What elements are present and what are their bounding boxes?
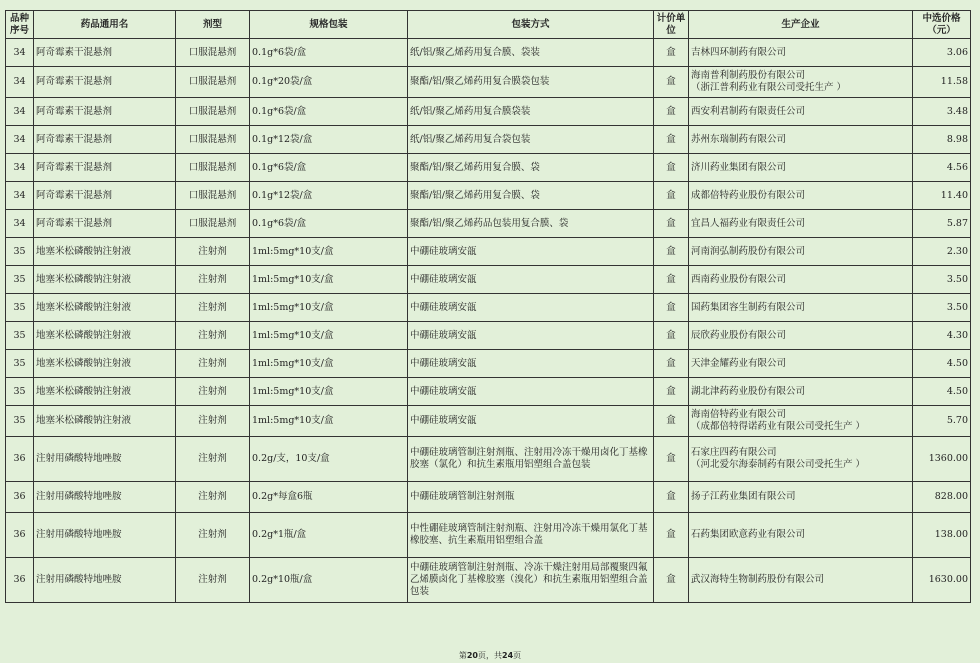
cell-maker: 海南倍特药业有限公司 （成都倍特得诺药业有限公司受托生产 ） — [689, 406, 913, 437]
table-row — [6, 350, 971, 378]
header-unit: 计价单位 — [654, 11, 689, 39]
header-name: 药品通用名 — [34, 11, 176, 39]
cell-maker: 苏州东瑞制药有限公司 — [689, 126, 913, 154]
cell-name: 阿奇霉素干混悬剂 — [34, 182, 176, 210]
cell-spec: 1ml:5mg*10支/盒 — [250, 378, 408, 406]
table-row — [6, 238, 971, 266]
cell-pack: 中性硼硅玻璃管制注射剂瓶、注射用冷冻干燥用氯化丁基橡胶塞、抗生素瓶用铝塑组合盖 — [408, 513, 654, 558]
cell-price: 2.30 — [913, 238, 971, 266]
cell-seq: 34 — [6, 182, 34, 210]
cell-form: 注射剂 — [176, 322, 250, 350]
cell-pack: 中硼硅玻璃安瓿 — [408, 238, 654, 266]
header-seq: 品种序号 — [6, 11, 34, 39]
cell-form: 口服混悬剂 — [176, 67, 250, 98]
cell-maker: 石药集团欧意药业有限公司 — [689, 513, 913, 558]
cell-price: 3.50 — [913, 266, 971, 294]
table-row — [6, 322, 971, 350]
cell-form: 口服混悬剂 — [176, 210, 250, 238]
footer-prefix: 第 — [458, 651, 467, 660]
cell-spec: 1ml:5mg*10支/盒 — [250, 322, 408, 350]
cell-name: 地塞米松磷酸钠注射液 — [34, 350, 176, 378]
cell-seq: 35 — [6, 294, 34, 322]
cell-unit: 盒 — [654, 266, 689, 294]
cell-spec: 0.2g*1瓶/盒 — [250, 513, 408, 558]
cell-unit: 盒 — [654, 350, 689, 378]
cell-maker: 海南普利制药股份有限公司 （浙江普利药业有限公司受托生产 ） — [689, 67, 913, 98]
footer-total-pages: 24 — [502, 651, 514, 660]
cell-seq: 35 — [6, 406, 34, 437]
cell-pack: 中硼硅玻璃安瓿 — [408, 294, 654, 322]
cell-pack: 聚酯/铝/聚乙烯药用复合膜、袋 — [408, 154, 654, 182]
cell-spec: 0.1g*6袋/盒 — [250, 154, 408, 182]
cell-maker: 成都倍特药业股份有限公司 — [689, 182, 913, 210]
cell-spec: 1ml:5mg*10支/盒 — [250, 406, 408, 437]
table-row — [6, 67, 971, 98]
cell-maker: 石家庄四药有限公司 （河北爱尔海泰制药有限公司受托生产 ） — [689, 437, 913, 482]
cell-name: 注射用磷酸特地唑胺 — [34, 482, 176, 513]
cell-unit: 盒 — [654, 210, 689, 238]
cell-maker: 武汉海特生物制药股份有限公司 — [689, 558, 913, 603]
cell-spec: 0.1g*20袋/盒 — [250, 67, 408, 98]
cell-spec: 0.2g*10瓶/盒 — [250, 558, 408, 603]
cell-name: 地塞米松磷酸钠注射液 — [34, 378, 176, 406]
cell-unit: 盒 — [654, 126, 689, 154]
cell-seq: 34 — [6, 210, 34, 238]
cell-form: 注射剂 — [176, 437, 250, 482]
cell-form: 口服混悬剂 — [176, 154, 250, 182]
cell-name: 地塞米松磷酸钠注射液 — [34, 406, 176, 437]
cell-pack: 纸/铝/聚乙烯药用复合膜、袋装 — [408, 39, 654, 67]
drug-price-table — [5, 10, 971, 603]
table-row — [6, 266, 971, 294]
cell-price: 5.70 — [913, 406, 971, 437]
cell-unit: 盒 — [654, 182, 689, 210]
cell-pack: 纸/铝/聚乙烯药用复合膜袋装 — [408, 98, 654, 126]
cell-maker: 天津金耀药业有限公司 — [689, 350, 913, 378]
cell-pack: 中硼硅玻璃管制注射剂瓶、冷冻干燥注射用局部覆聚四氟乙烯膜卤化丁基橡胶塞（溴化）和抗生素瓶用铝塑组合盖包装 — [408, 558, 654, 603]
table-row — [6, 210, 971, 238]
cell-maker: 吉林四环制药有限公司 — [689, 39, 913, 67]
table-row — [6, 558, 971, 603]
cell-price: 11.40 — [913, 182, 971, 210]
header-spec: 规格包装 — [250, 11, 408, 39]
cell-unit: 盒 — [654, 238, 689, 266]
cell-unit: 盒 — [654, 406, 689, 437]
table-row — [6, 126, 971, 154]
cell-seq: 35 — [6, 238, 34, 266]
cell-price: 1630.00 — [913, 558, 971, 603]
cell-price: 4.30 — [913, 322, 971, 350]
header-price: 中选价格（元） — [913, 11, 971, 39]
cell-pack: 中硼硅玻璃安瓿 — [408, 350, 654, 378]
table-row — [6, 39, 971, 67]
cell-unit: 盒 — [654, 98, 689, 126]
page-footer — [0, 650, 980, 661]
table-row — [6, 513, 971, 558]
cell-pack: 纸/铝/聚乙烯药用复合袋包装 — [408, 126, 654, 154]
cell-form: 注射剂 — [176, 294, 250, 322]
cell-price: 138.00 — [913, 513, 971, 558]
header-pack: 包装方式 — [408, 11, 654, 39]
cell-name: 阿奇霉素干混悬剂 — [34, 210, 176, 238]
cell-price: 4.56 — [913, 154, 971, 182]
cell-seq: 36 — [6, 437, 34, 482]
cell-pack: 中硼硅玻璃安瓿 — [408, 322, 654, 350]
cell-form: 注射剂 — [176, 350, 250, 378]
cell-form: 注射剂 — [176, 238, 250, 266]
cell-spec: 0.2g/支，10支/盒 — [250, 437, 408, 482]
cell-maker: 西安利君制药有限责任公司 — [689, 98, 913, 126]
cell-price: 828.00 — [913, 482, 971, 513]
table-row — [6, 482, 971, 513]
cell-spec: 1ml:5mg*10支/盒 — [250, 238, 408, 266]
footer-page-number: 20 — [466, 651, 478, 660]
cell-unit: 盒 — [654, 39, 689, 67]
cell-seq: 34 — [6, 126, 34, 154]
cell-name: 注射用磷酸特地唑胺 — [34, 437, 176, 482]
footer-mid: 页，共 — [478, 651, 502, 660]
header-row — [6, 11, 971, 39]
cell-price: 1360.00 — [913, 437, 971, 482]
cell-name: 地塞米松磷酸钠注射液 — [34, 238, 176, 266]
cell-maker: 济川药业集团有限公司 — [689, 154, 913, 182]
cell-name: 阿奇霉素干混悬剂 — [34, 154, 176, 182]
cell-maker: 湖北津药药业股份有限公司 — [689, 378, 913, 406]
cell-seq: 34 — [6, 39, 34, 67]
cell-maker: 河南润弘制药股份有限公司 — [689, 238, 913, 266]
cell-maker: 扬子江药业集团有限公司 — [689, 482, 913, 513]
cell-spec: 0.1g*6袋/盒 — [250, 210, 408, 238]
cell-maker: 宜昌人福药业有限责任公司 — [689, 210, 913, 238]
cell-unit: 盒 — [654, 558, 689, 603]
cell-unit: 盒 — [654, 294, 689, 322]
cell-name: 地塞米松磷酸钠注射液 — [34, 266, 176, 294]
cell-price: 3.06 — [913, 39, 971, 67]
cell-spec: 1ml:5mg*10支/盒 — [250, 294, 408, 322]
cell-form: 口服混悬剂 — [176, 98, 250, 126]
cell-unit: 盒 — [654, 378, 689, 406]
cell-seq: 35 — [6, 378, 34, 406]
cell-form: 口服混悬剂 — [176, 182, 250, 210]
cell-unit: 盒 — [654, 67, 689, 98]
cell-seq: 36 — [6, 558, 34, 603]
cell-name: 阿奇霉素干混悬剂 — [34, 98, 176, 126]
cell-spec: 0.1g*12袋/盒 — [250, 182, 408, 210]
cell-pack: 聚酯/铝/聚乙烯药品包装用复合膜、袋 — [408, 210, 654, 238]
table-row — [6, 294, 971, 322]
cell-form: 口服混悬剂 — [176, 39, 250, 67]
cell-pack: 中硼硅玻璃安瓿 — [408, 266, 654, 294]
cell-name: 注射用磷酸特地唑胺 — [34, 558, 176, 603]
cell-price: 3.50 — [913, 294, 971, 322]
cell-spec: 0.1g*12袋/盒 — [250, 126, 408, 154]
cell-form: 注射剂 — [176, 482, 250, 513]
cell-unit: 盒 — [654, 437, 689, 482]
cell-price: 8.98 — [913, 126, 971, 154]
cell-price: 3.48 — [913, 98, 971, 126]
cell-unit: 盒 — [654, 154, 689, 182]
cell-spec: 0.1g*6袋/盒 — [250, 98, 408, 126]
cell-name: 地塞米松磷酸钠注射液 — [34, 322, 176, 350]
cell-name: 阿奇霉素干混悬剂 — [34, 39, 176, 67]
cell-form: 注射剂 — [176, 558, 250, 603]
cell-price: 4.50 — [913, 378, 971, 406]
table-body — [6, 39, 971, 603]
cell-spec: 0.1g*6袋/盒 — [250, 39, 408, 67]
cell-seq: 34 — [6, 98, 34, 126]
cell-name: 阿奇霉素干混悬剂 — [34, 67, 176, 98]
cell-maker: 西南药业股份有限公司 — [689, 266, 913, 294]
cell-seq: 36 — [6, 482, 34, 513]
cell-seq: 35 — [6, 266, 34, 294]
header-form: 剂型 — [176, 11, 250, 39]
cell-price: 5.87 — [913, 210, 971, 238]
cell-form: 口服混悬剂 — [176, 126, 250, 154]
cell-pack: 中硼硅玻璃管制注射剂瓶 — [408, 482, 654, 513]
cell-form: 注射剂 — [176, 378, 250, 406]
table-row — [6, 437, 971, 482]
cell-name: 注射用磷酸特地唑胺 — [34, 513, 176, 558]
table-row — [6, 406, 971, 437]
cell-seq: 35 — [6, 350, 34, 378]
cell-pack: 中硼硅玻璃安瓿 — [408, 378, 654, 406]
cell-name: 阿奇霉素干混悬剂 — [34, 126, 176, 154]
cell-maker: 辰欣药业股份有限公司 — [689, 322, 913, 350]
cell-spec: 0.2g*每盒6瓶 — [250, 482, 408, 513]
table-row — [6, 378, 971, 406]
cell-form: 注射剂 — [176, 513, 250, 558]
cell-pack: 聚酯/铝/聚乙烯药用复合膜、袋 — [408, 182, 654, 210]
cell-spec: 1ml:5mg*10支/盒 — [250, 350, 408, 378]
cell-pack: 中硼硅玻璃安瓿 — [408, 406, 654, 437]
cell-name: 地塞米松磷酸钠注射液 — [34, 294, 176, 322]
cell-spec: 1ml:5mg*10支/盒 — [250, 266, 408, 294]
cell-unit: 盒 — [654, 513, 689, 558]
cell-form: 注射剂 — [176, 406, 250, 437]
table-row — [6, 182, 971, 210]
cell-pack: 中硼硅玻璃管制注射剂瓶、注射用冷冻干燥用卤化丁基橡胶塞（氯化）和抗生素瓶用铝塑组合盖包装 — [408, 437, 654, 482]
cell-seq: 35 — [6, 322, 34, 350]
header-maker: 生产企业 — [689, 11, 913, 39]
table-row — [6, 98, 971, 126]
cell-unit: 盒 — [654, 482, 689, 513]
cell-price: 11.58 — [913, 67, 971, 98]
footer-suffix: 页 — [513, 651, 522, 660]
cell-maker: 国药集团容生制药有限公司 — [689, 294, 913, 322]
cell-pack: 聚酯/铝/聚乙烯药用复合膜袋包装 — [408, 67, 654, 98]
cell-seq: 34 — [6, 154, 34, 182]
cell-price: 4.50 — [913, 350, 971, 378]
cell-seq: 34 — [6, 67, 34, 98]
cell-unit: 盒 — [654, 322, 689, 350]
cell-seq: 36 — [6, 513, 34, 558]
table-row — [6, 154, 971, 182]
cell-form: 注射剂 — [176, 266, 250, 294]
